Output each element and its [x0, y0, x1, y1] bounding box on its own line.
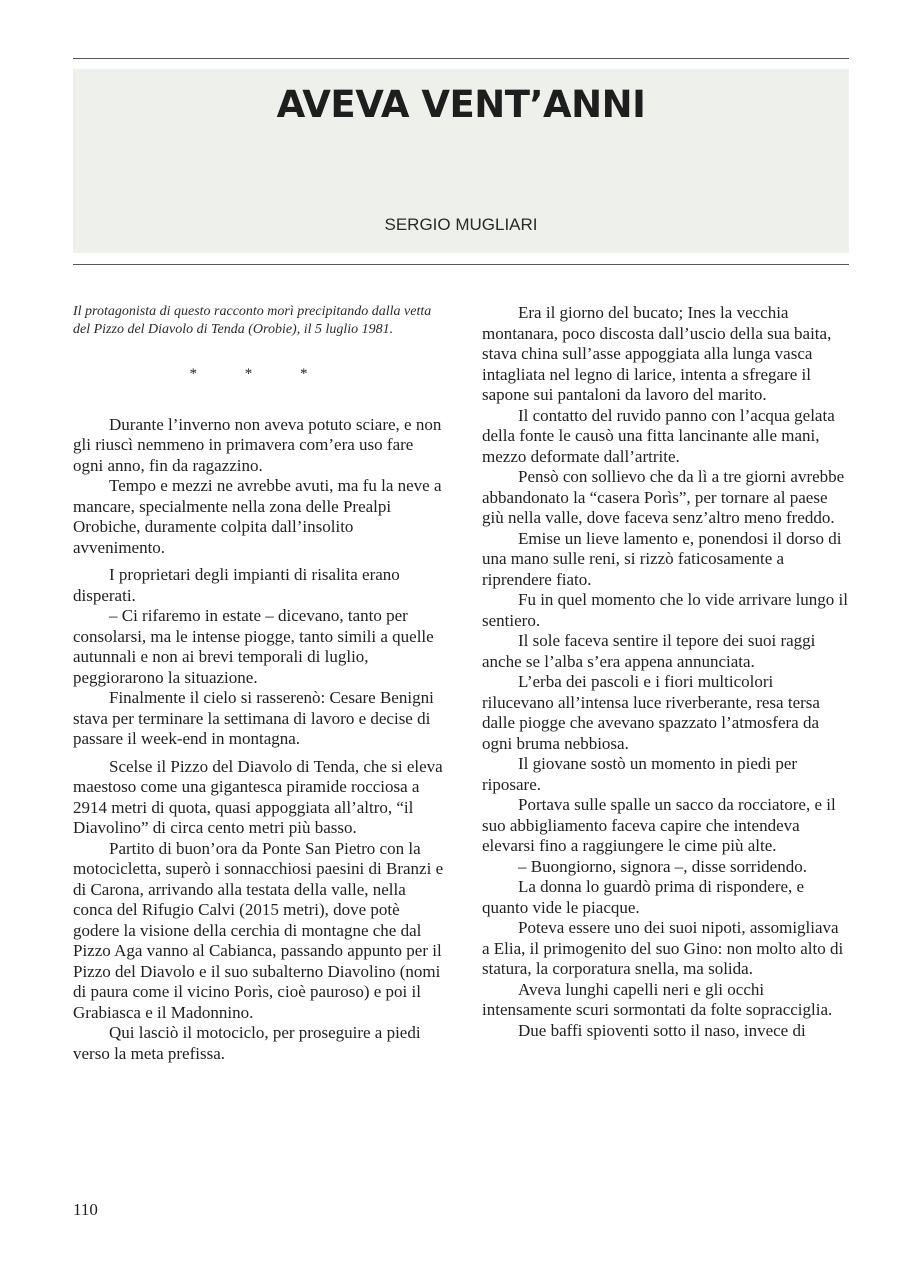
- paragraph: Emise un lieve lamento e, ponendosi il dorso di una mano sulle reni, si rizzò faticosamente a riprendere fiato.: [482, 528, 842, 589]
- paragraph: Due baffi spioventi sotto il naso, invece di: [518, 1020, 806, 1040]
- paragraph: Era il giorno del bucato; Ines la vecchia montanara, poco discosta dall’uscio della sua baita, stava china sull’asse appoggiata alla lunga vasca intagliata nel legno di larice, intenta a sfregare il sapone sui pantaloni da lavoro del marito.: [482, 303, 832, 404]
- paragraph: Partito di buon’ora da Ponte San Pietro con la motocicletta, superò i sonnacchiosi paesini di Branzi e di Carona, arrivando alla testata della valle, nella conca del Rifugio Calvi (2015 metri), dove potè godere la visione della cerchia di montagne che dal Pizzo Aga vanno al Cabianca, passando appunto per il Pizzo del Diavolo e il suo subalterno Diavolino (nomi di paura come il vicino Porìs, cioè pauroso) e poi il Grabiasca e il Madonnino.: [73, 838, 444, 1022]
- paragraph: Fu in quel momento che lo vide arrivare lungo il sentiero.: [482, 590, 849, 630]
- section-separator: * * *: [189, 366, 330, 382]
- paragraph: L’erba dei pascoli e i fiori multicolori rilucevano all’intensa luce riverberante, resa tersa dalle piogge che avevano spazzato l’atmosfera da ogni bruma nebbiosa.: [482, 672, 820, 753]
- paragraph: Durante l’inverno non aveva potuto sciare, e non gli riuscì nemmeno in primavera com’era uso fare ogni anno, fin da ragazzino.: [73, 414, 442, 475]
- paragraph: Qui lasciò il motociclo, per proseguire a piedi verso la meta prefissa.: [73, 1023, 421, 1063]
- top-rule: [73, 58, 849, 59]
- right-column: [482, 303, 849, 1041]
- paragraph: Tempo e mezzi ne avrebbe avuti, ma fu la neve a mancare, specialmente nella zona delle Prealpi Orobiche, duramente colpita dall’insolito avvenimento.: [73, 476, 442, 557]
- paragraph: La donna lo guardò prima di rispondere, e quanto vide le piacque.: [482, 877, 805, 917]
- paragraph: Il contatto del ruvido panno con l’acqua gelata della fonte le causò una fitta lancinante alle mani, mezzo deformate dall’artrite.: [482, 405, 835, 466]
- bottom-rule: [73, 264, 849, 265]
- left-column: [73, 303, 446, 1064]
- paragraph: Portava sulle spalle un sacco da rocciatore, e il suo abbigliamento faceva capire che intendeva elevarsi fino a raggiungere le cime più alte.: [482, 795, 836, 855]
- paragraph: Il sole faceva sentire il tepore dei suoi raggi anche se l’alba s’era appena annunciata.: [482, 631, 816, 671]
- article-author: SERGIO MUGLIARI: [384, 215, 538, 234]
- title-box: [73, 69, 849, 253]
- paragraph: Poteva essere uno dei suoi nipoti, assomigliava a Elia, il primogenito del suo Gino: non molto alto di statura, la corporatura snella, ma solida.: [482, 918, 844, 978]
- paragraph: Scelse il Pizzo del Diavolo di Tenda, che si eleva maestoso come una gigantesca piramide rocciosa a 2914 metri di quota, quasi appoggiata all’altro, “il Diavolino” di circa cento metri più basso.: [73, 756, 443, 837]
- paragraph: Pensò con sollievo che da lì a tre giorni avrebbe abbandonato la “casera Porìs”, per tornare al paese giù nella valle, dove faceva senz’altro meno freddo.: [482, 467, 845, 527]
- paragraph: – Buongiorno, signora –, disse sorridendo.: [518, 856, 807, 876]
- intro-note: Il protagonista di questo racconto morì precipitando dalla vetta del Pizzo del Diavolo di Tenda (Orobie), il 5 luglio 1981.: [73, 304, 432, 337]
- paragraph: Finalmente il cielo si rasserenò: Cesare Benigni stava per terminare la settimana di lavoro e decise di passare il week-end in montagna.: [73, 688, 434, 748]
- paragraph: Il giovane sostò un momento in piedi per riposare.: [482, 754, 798, 794]
- paragraph: I proprietari degli impianti di risalita erano disperati.: [73, 565, 400, 605]
- paragraph: – Ci rifaremo in estate – dicevano, tanto per consolarsi, ma le intense piogge, tanto simili a quelle autunnali e non ai brevi temporali di luglio, peggiorarono la situazione.: [73, 606, 434, 687]
- page-number: 110: [73, 1200, 98, 1219]
- article-title: AVEVA VENT’ANNI: [276, 83, 646, 126]
- paragraph: Aveva lunghi capelli neri e gli occhi intensamente scuri sormontati da folte sopracciglia.: [482, 979, 833, 1019]
